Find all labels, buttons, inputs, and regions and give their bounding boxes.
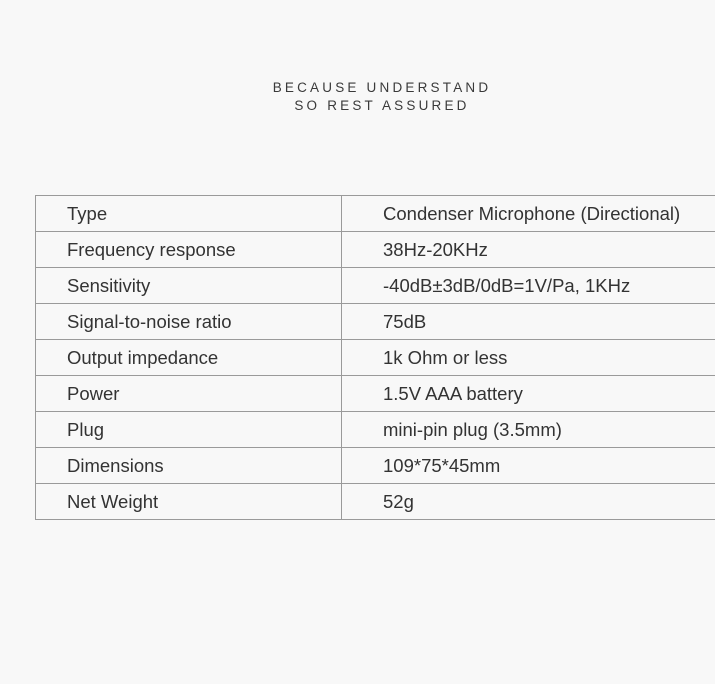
spec-label: Plug — [36, 412, 342, 448]
spec-value-text: 38Hz-20KHz — [383, 238, 488, 260]
spec-label: Type — [36, 196, 342, 232]
spec-row-signal-to-noise — [36, 304, 715, 340]
spec-value — [342, 304, 715, 340]
spec-value-text: 109*75*45mm — [383, 454, 501, 476]
spec-row-dimensions — [36, 448, 715, 484]
spec-value — [342, 448, 715, 484]
spec-value-text: Condenser Microphone (Directional) — [383, 202, 681, 224]
spec-label: Net Weight — [36, 484, 342, 520]
spec-row-output-impedance — [36, 340, 715, 376]
spec-value — [342, 268, 715, 304]
spec-row-plug — [36, 412, 715, 448]
spec-row-frequency-response — [36, 232, 715, 268]
spec-value — [342, 232, 715, 268]
spec-value-text: 1k Ohm or less — [383, 346, 508, 368]
spec-label: Power — [36, 376, 342, 412]
spec-value-text: 52g — [383, 490, 414, 512]
spec-value-text: mini-pin plug (3.5mm) — [383, 418, 562, 440]
spec-label: Sensitivity — [36, 268, 342, 304]
spec-value — [342, 340, 715, 376]
spec-value-text: 1.5V AAA battery — [383, 382, 523, 404]
spec-row-power — [36, 376, 715, 412]
spec-value-text: 75dB — [383, 310, 427, 332]
spec-label: Output impedance — [36, 340, 342, 376]
spec-value — [342, 484, 715, 520]
spec-row-type — [36, 196, 715, 232]
spec-label: Signal-to-noise ratio — [36, 304, 342, 340]
spec-value-text: -40dB±3dB/0dB=1V/Pa, 1KHz — [383, 274, 631, 296]
spec-value — [342, 412, 715, 448]
spec-table — [35, 195, 715, 520]
header-line-1: BECAUSE UNDERSTAND — [272, 80, 492, 95]
spec-value — [342, 196, 715, 232]
header-line-2: SO REST ASSURED — [294, 98, 470, 113]
spec-row-net-weight — [36, 484, 715, 520]
spec-label: Frequency response — [36, 232, 342, 268]
spec-value — [342, 376, 715, 412]
page-header — [0, 79, 715, 115]
spec-label: Dimensions — [36, 448, 342, 484]
spec-row-sensitivity — [36, 268, 715, 304]
